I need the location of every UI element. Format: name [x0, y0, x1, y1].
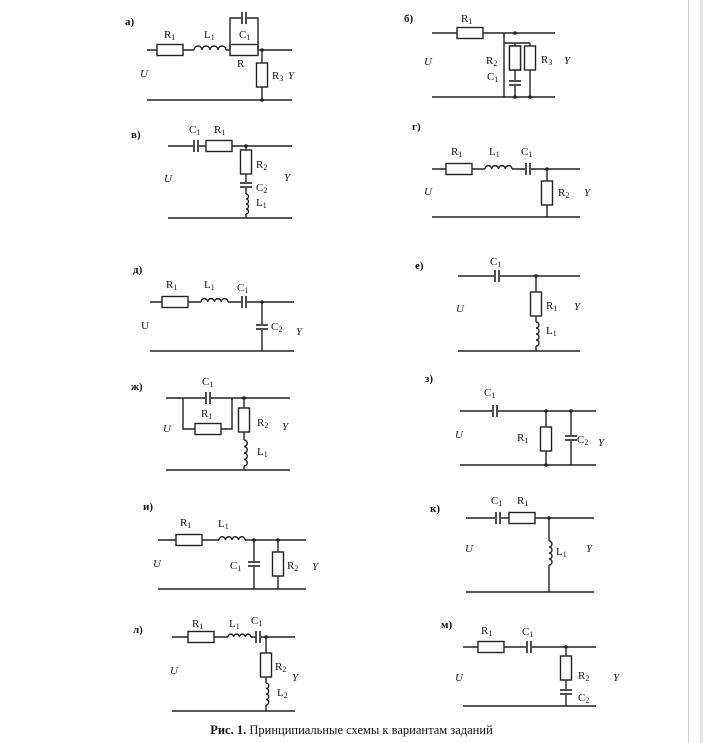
- component-label: C1: [237, 282, 249, 295]
- resistor-symbol: [241, 150, 252, 174]
- component-label: C1: [189, 124, 201, 137]
- component-label: L1: [556, 546, 567, 559]
- circuit-zh: [131, 376, 290, 470]
- junction-dot: [252, 538, 256, 542]
- circuit-k: [430, 495, 594, 592]
- capacitor-symbol: [560, 689, 572, 695]
- component-label: R: [237, 58, 245, 70]
- component-label: R2: [578, 670, 590, 683]
- resistor-symbol: [261, 653, 272, 677]
- capacitor-symbol: [240, 182, 252, 188]
- circuit-letter: г): [412, 121, 421, 133]
- component-label: R1: [192, 618, 204, 631]
- caption-prefix: Рис. 1.: [210, 723, 247, 737]
- resistor-symbol: [478, 642, 504, 653]
- component-label: R1: [517, 495, 529, 508]
- component-label: R1: [164, 29, 176, 42]
- circuit-letter: з): [425, 373, 434, 385]
- resistor-symbol: [542, 181, 553, 205]
- circuit-m: [441, 619, 621, 706]
- figure-caption: [0, 723, 703, 738]
- output-label: Y: [292, 672, 299, 684]
- resistor-symbol: [525, 46, 536, 70]
- component-label: L1: [229, 618, 240, 631]
- resistor-symbol: [188, 632, 214, 643]
- junction-dot: [276, 538, 280, 542]
- circuit-d: [133, 264, 304, 351]
- circuit-letter: и): [143, 501, 154, 513]
- component-label: R1: [214, 124, 226, 137]
- component-label: R1: [481, 625, 493, 638]
- component-label: R1: [451, 146, 463, 159]
- capacitor-symbol: [248, 561, 260, 567]
- input-label: U: [164, 173, 172, 185]
- junction-dot: [534, 274, 538, 278]
- junction-dot: [513, 95, 517, 99]
- circuit-letter: к): [430, 503, 441, 515]
- component-label: L1: [218, 518, 229, 531]
- circuit-letter: д): [133, 264, 143, 276]
- resistor-symbol: [239, 408, 250, 432]
- component-label: C2: [577, 434, 589, 447]
- circuit-letter: б): [404, 13, 414, 25]
- resistor-symbol: [446, 164, 472, 175]
- resistor-symbol: [206, 141, 232, 152]
- circuit-g: [412, 121, 592, 217]
- resistor-symbol: [509, 513, 535, 524]
- junction-dot: [528, 95, 532, 99]
- component-label: C1: [521, 146, 533, 159]
- component-label: C1: [202, 376, 214, 389]
- circuit-z: [425, 373, 606, 467]
- resistor-symbol: [162, 297, 188, 308]
- circuit-i: [143, 501, 320, 589]
- capacitor-symbol: [494, 270, 500, 282]
- junction-dot: [545, 167, 549, 171]
- junction-dot: [260, 300, 264, 304]
- circuit-b: [404, 13, 572, 99]
- input-label: U: [424, 56, 432, 68]
- junction-dot: [547, 516, 551, 520]
- component-label: L1: [489, 146, 500, 159]
- junction-dot: [260, 98, 264, 102]
- component-label: L1: [204, 279, 215, 292]
- resistor-symbol: [531, 292, 542, 316]
- component-label: C1: [230, 560, 242, 573]
- circuit-letter: е): [415, 260, 424, 272]
- output-label: Y: [598, 437, 605, 449]
- component-label: R1: [461, 13, 473, 26]
- component-label: R1: [166, 279, 178, 292]
- output-label: Y: [564, 55, 571, 67]
- resistor-symbol: [457, 28, 483, 39]
- output-label: Y: [613, 672, 620, 684]
- capacitor-symbol: [509, 80, 521, 86]
- resistor-symbol: [195, 424, 221, 435]
- component-label: C1: [484, 387, 496, 400]
- component-label: C1: [239, 29, 251, 42]
- component-label: L1: [546, 325, 557, 338]
- circuit-l: [133, 615, 300, 711]
- input-label: U: [424, 186, 432, 198]
- junction-dot: [264, 635, 268, 639]
- capacitor-symbol: [241, 12, 247, 24]
- circuit-letter: м): [441, 619, 453, 631]
- input-label: U: [465, 543, 473, 555]
- component-label: R2: [257, 417, 269, 430]
- input-label: U: [163, 423, 171, 435]
- circuit-e: [415, 256, 582, 351]
- circuit-letter: ж): [131, 381, 143, 393]
- input-label: U: [141, 320, 149, 332]
- junction-dot: [544, 409, 548, 413]
- component-label: R1: [180, 517, 192, 530]
- resistor-symbol: [541, 427, 552, 451]
- output-label: Y: [284, 172, 291, 184]
- component-label: L2: [277, 687, 288, 700]
- component-label: R2: [256, 159, 268, 172]
- input-label: U: [455, 672, 463, 684]
- circuit-a: [125, 12, 296, 102]
- capacitor-symbol: [193, 140, 199, 152]
- circuit-letter: л): [133, 624, 143, 636]
- output-label: Y: [296, 326, 303, 338]
- resistor-symbol: [510, 46, 521, 70]
- output-label: Y: [574, 301, 581, 313]
- output-label: Y: [586, 543, 593, 555]
- capacitor-symbol: [255, 631, 261, 643]
- wire: [504, 33, 530, 43]
- circuit-v: [131, 124, 292, 218]
- component-label: C2: [256, 182, 268, 195]
- junction-dot: [564, 645, 568, 649]
- input-label: U: [153, 558, 161, 570]
- junction-dot: [569, 409, 573, 413]
- component-label: R3: [272, 70, 284, 83]
- resistor-symbol: [230, 45, 258, 56]
- resistor-symbol: [561, 656, 572, 680]
- output-label: Y: [288, 70, 295, 82]
- component-label: L1: [257, 446, 268, 459]
- component-label: C1: [491, 495, 503, 508]
- circuit-letter: а): [125, 16, 135, 28]
- component-label: C1: [251, 615, 263, 628]
- component-label: C2: [271, 321, 283, 334]
- component-label: C1: [522, 626, 534, 639]
- junction-dot: [260, 48, 264, 52]
- output-label: Y: [584, 187, 591, 199]
- resistor-symbol: [176, 535, 202, 546]
- component-label: R1: [201, 408, 213, 421]
- caption-text: Принципиальные схемы к вариантам заданий: [249, 723, 493, 737]
- component-label: C2: [578, 692, 590, 705]
- component-label: R1: [546, 300, 558, 313]
- component-label: C1: [490, 256, 502, 269]
- input-label: U: [456, 303, 464, 315]
- input-label: U: [455, 429, 463, 441]
- component-label: R3: [541, 54, 553, 67]
- component-label: R2: [287, 560, 299, 573]
- output-label: Y: [282, 421, 289, 433]
- component-label: R2: [275, 661, 287, 674]
- capacitor-symbol: [492, 405, 498, 417]
- junction-dot: [242, 396, 246, 400]
- circuit-letter: в): [131, 129, 141, 141]
- junction-dot: [513, 31, 517, 35]
- component-label: R2: [486, 55, 498, 68]
- input-label: U: [170, 665, 178, 677]
- component-label: R1: [517, 432, 529, 445]
- resistor-symbol: [273, 552, 284, 576]
- output-label: Y: [312, 561, 319, 573]
- component-label: L1: [204, 29, 215, 42]
- resistor-symbol: [257, 63, 268, 87]
- junction-dot: [544, 463, 548, 467]
- capacitor-symbol: [241, 296, 247, 308]
- junction-dot: [244, 144, 248, 148]
- capacitor-symbol: [525, 163, 531, 175]
- capacitor-symbol: [205, 392, 211, 404]
- capacitor-symbol: [495, 512, 501, 524]
- input-label: U: [140, 68, 148, 80]
- capacitor-symbol: [256, 324, 268, 330]
- component-label: R2: [558, 187, 570, 200]
- component-label: C1: [487, 71, 499, 84]
- resistor-symbol: [157, 45, 183, 56]
- capacitor-symbol: [526, 641, 532, 653]
- component-label: L1: [256, 197, 267, 210]
- capacitor-symbol: [565, 435, 577, 441]
